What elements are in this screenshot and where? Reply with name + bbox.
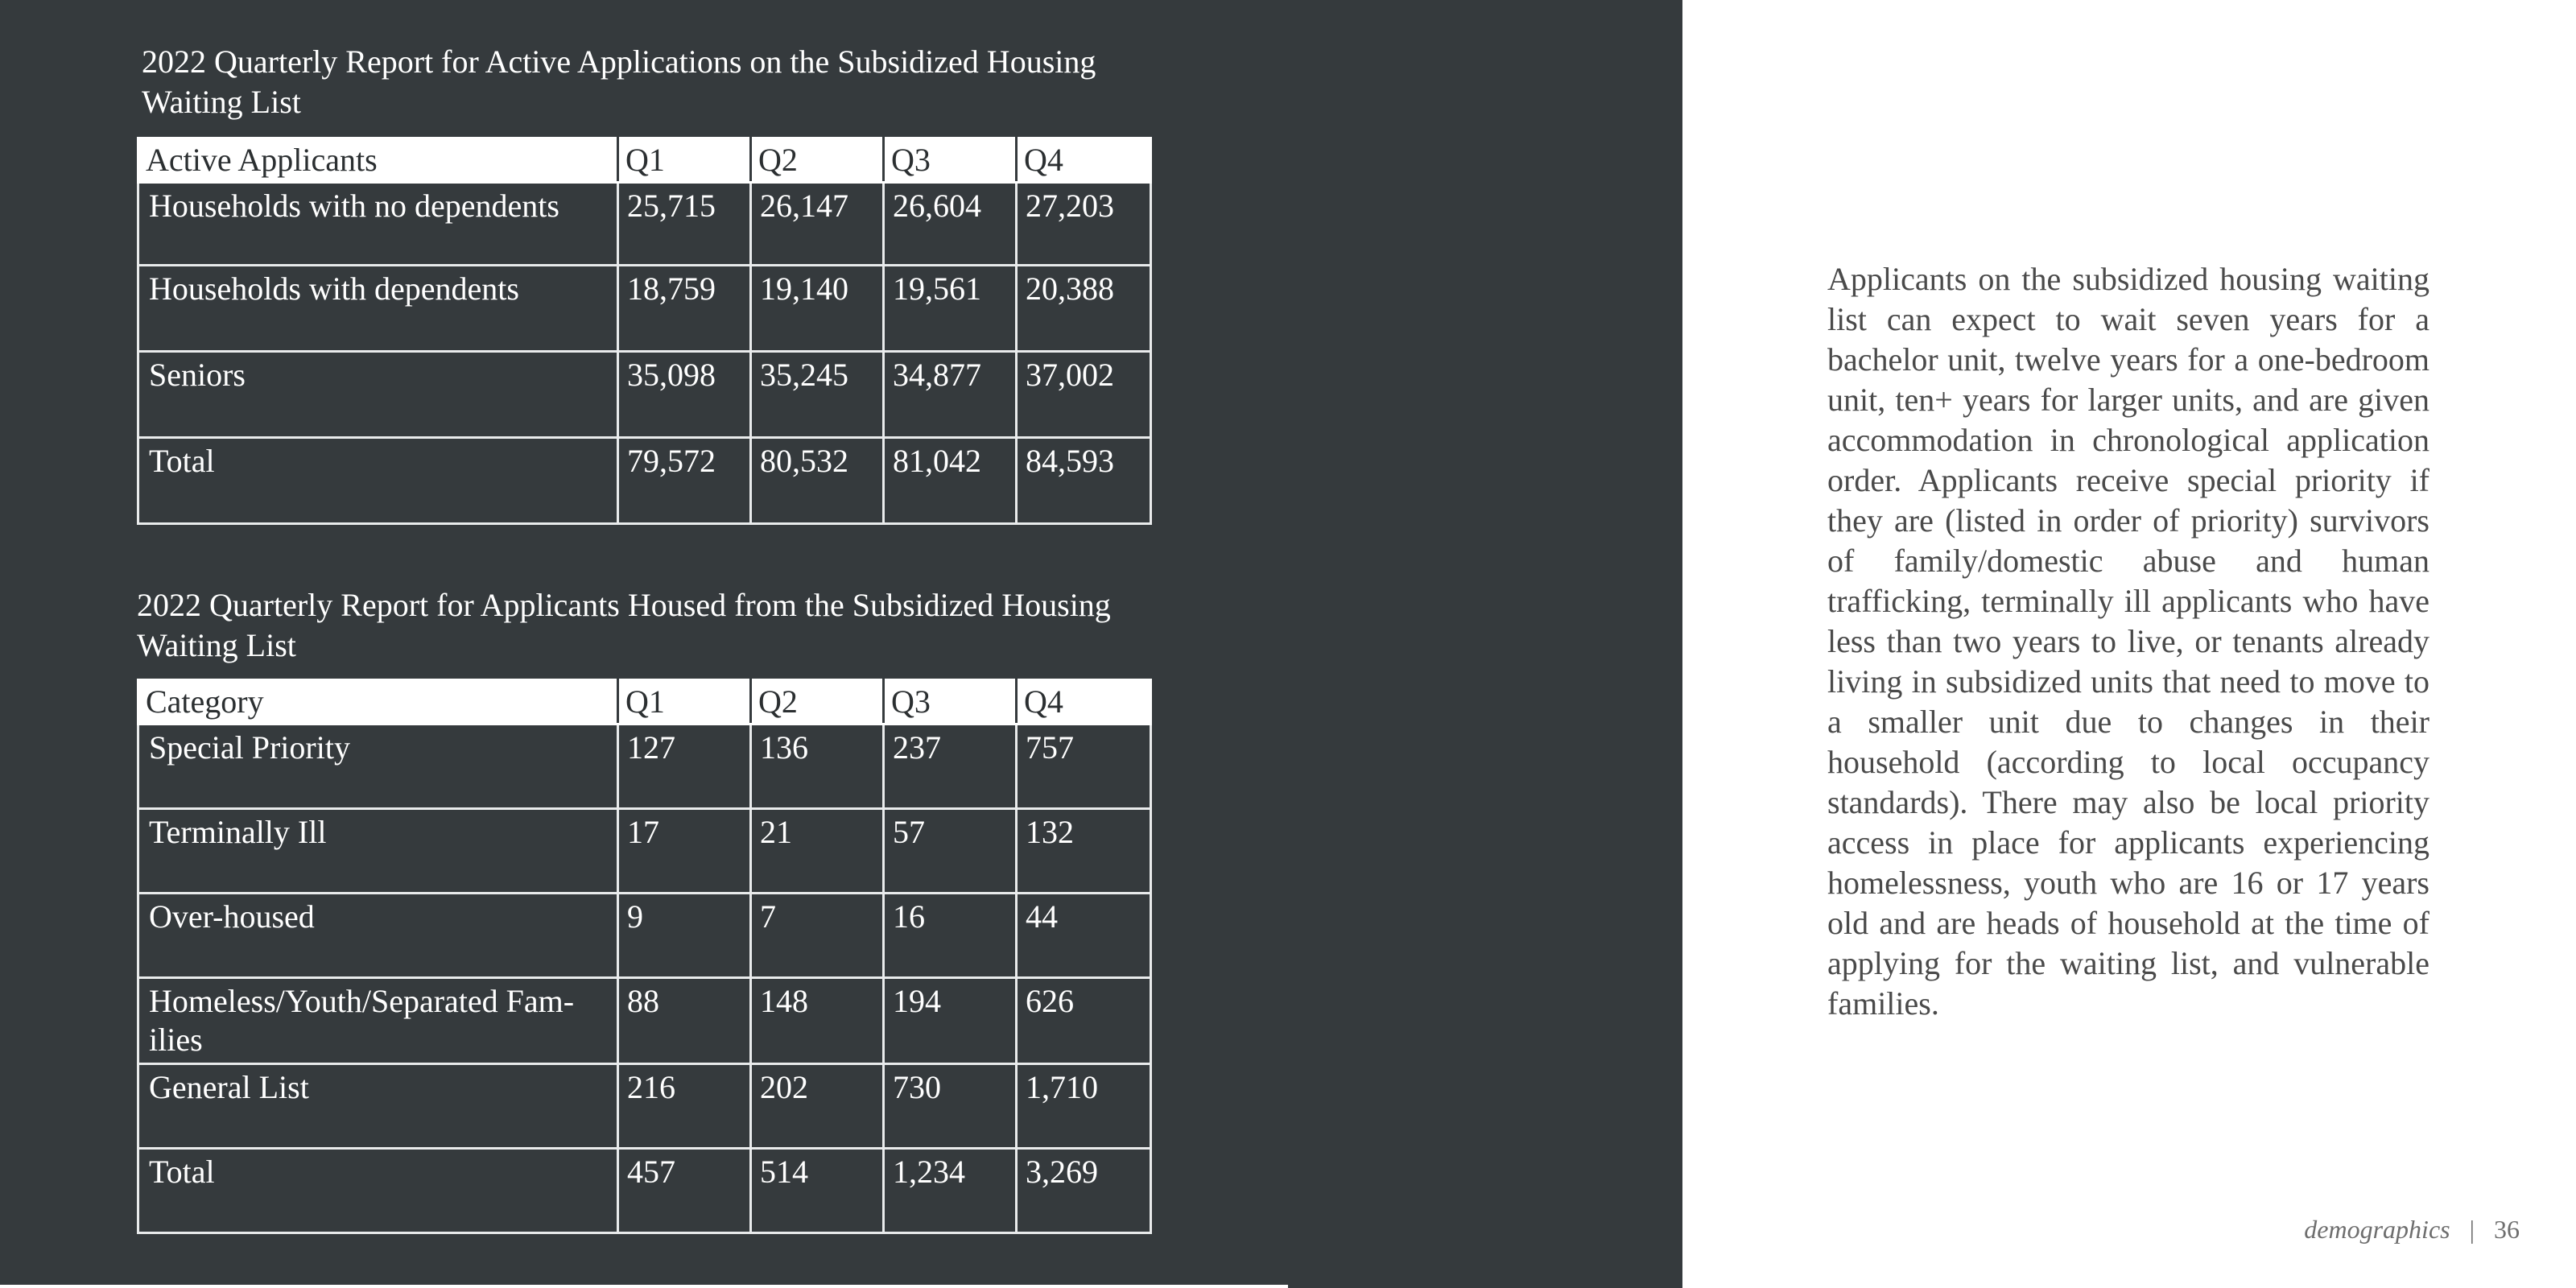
table-cell: 21 <box>751 809 884 894</box>
applicants-housed-table <box>137 679 1152 1234</box>
table-cell: 37,002 <box>1017 352 1151 438</box>
page-footer <box>2304 1213 2520 1245</box>
column-header: Q4 <box>1017 138 1151 183</box>
section-name: demographics <box>2304 1215 2450 1244</box>
table-cell: 1,234 <box>884 1149 1017 1233</box>
footer-separator: | <box>2469 1215 2475 1244</box>
column-header: Q4 <box>1017 680 1151 724</box>
table-cell: 3,269 <box>1017 1149 1151 1233</box>
table-cell: 35,098 <box>618 352 751 438</box>
table-cell: 202 <box>751 1064 884 1149</box>
table-cell: 148 <box>751 978 884 1064</box>
table-cell: 79,572 <box>618 438 751 524</box>
row-label: Terminally Ill <box>138 809 618 894</box>
table-cell: 730 <box>884 1064 1017 1149</box>
table-cell: 20,388 <box>1017 266 1151 352</box>
table-cell: 57 <box>884 809 1017 894</box>
table-cell: 26,604 <box>884 183 1017 266</box>
active-applications-title: 2022 Quarterly Report for Active Applications on the Subsidized Housing Waiting List <box>142 43 1096 120</box>
table-cell: 19,561 <box>884 266 1017 352</box>
row-label: Homeless/Youth/Separated Fam-ilies <box>138 978 618 1064</box>
table-cell: 136 <box>751 724 884 809</box>
table-cell: 9 <box>618 894 751 978</box>
table-cell: 237 <box>884 724 1017 809</box>
table-row <box>138 1064 1151 1149</box>
table-cell: 514 <box>751 1149 884 1233</box>
table-header-row <box>138 680 1151 724</box>
column-header: Q3 <box>884 138 1017 183</box>
table-row <box>138 809 1151 894</box>
row-label: Total <box>138 438 618 524</box>
table-cell: 26,147 <box>751 183 884 266</box>
table-cell: 1,710 <box>1017 1064 1151 1149</box>
table-row-total <box>138 438 1151 524</box>
table-cell: 80,532 <box>751 438 884 524</box>
table-header-row <box>138 138 1151 183</box>
row-label: Over-housed <box>138 894 618 978</box>
table-row <box>138 978 1151 1064</box>
table-row <box>138 266 1151 352</box>
applicants-housed-title: 2022 Quarterly Report for Applicants Housed from the Subsidized Housing Waiting List <box>137 587 1111 663</box>
table-row-total <box>138 1149 1151 1233</box>
table-cell: 35,245 <box>751 352 884 438</box>
table-cell: 16 <box>884 894 1017 978</box>
table-cell: 88 <box>618 978 751 1064</box>
page-number: 36 <box>2494 1215 2520 1244</box>
table-cell: 626 <box>1017 978 1151 1064</box>
page-edge-strip <box>0 1285 1288 1288</box>
table-row <box>138 724 1151 809</box>
table-cell: 27,203 <box>1017 183 1151 266</box>
active-applications-table <box>137 137 1152 525</box>
table-cell: 81,042 <box>884 438 1017 524</box>
table-cell: 127 <box>618 724 751 809</box>
table-cell: 84,593 <box>1017 438 1151 524</box>
column-header: Active Applicants <box>138 138 618 183</box>
column-header: Q1 <box>618 680 751 724</box>
table-row <box>138 183 1151 266</box>
table-cell: 457 <box>618 1149 751 1233</box>
table-cell: 216 <box>618 1064 751 1149</box>
table-cell: 194 <box>884 978 1017 1064</box>
row-label: Seniors <box>138 352 618 438</box>
table-cell: 25,715 <box>618 183 751 266</box>
row-label: General List <box>138 1064 618 1149</box>
table-cell: 132 <box>1017 809 1151 894</box>
column-header: Q3 <box>884 680 1017 724</box>
table-row <box>138 352 1151 438</box>
table-cell: 19,140 <box>751 266 884 352</box>
table-cell: 18,759 <box>618 266 751 352</box>
row-label: Households with dependents <box>138 266 618 352</box>
waiting-list-description: Applicants on the subsidized housing waiting list can expect to wait seven years for a bachelor unit, twelve years for a one-bedroom unit, ten+ years for larger units, and are given accommodation in chronological application order. Applicants receive special priority if they are (listed in order of priority) survivors of family/domestic abuse and human trafficking, terminally ill applicants who have less than two years to live, or tenants already living in subsidized units that need to move to a smaller unit due to changes in their household (according to local occupancy standards). There may also be local priority access in place for applicants experiencing homelessness, youth who are 16 or 17 years old and are heads of household at the time of applying for the waiting list, and vulnerable families. <box>1827 261 2429 1022</box>
row-label: Special Priority <box>138 724 618 809</box>
column-header: Q2 <box>751 138 884 183</box>
table-cell: 34,877 <box>884 352 1017 438</box>
column-header: Q2 <box>751 680 884 724</box>
table-row <box>138 894 1151 978</box>
column-header: Category <box>138 680 618 724</box>
row-label: Total <box>138 1149 618 1233</box>
table-cell: 757 <box>1017 724 1151 809</box>
column-header: Q1 <box>618 138 751 183</box>
table-cell: 7 <box>751 894 884 978</box>
table-cell: 17 <box>618 809 751 894</box>
row-label: Households with no dependents <box>138 183 618 266</box>
table-cell: 44 <box>1017 894 1151 978</box>
